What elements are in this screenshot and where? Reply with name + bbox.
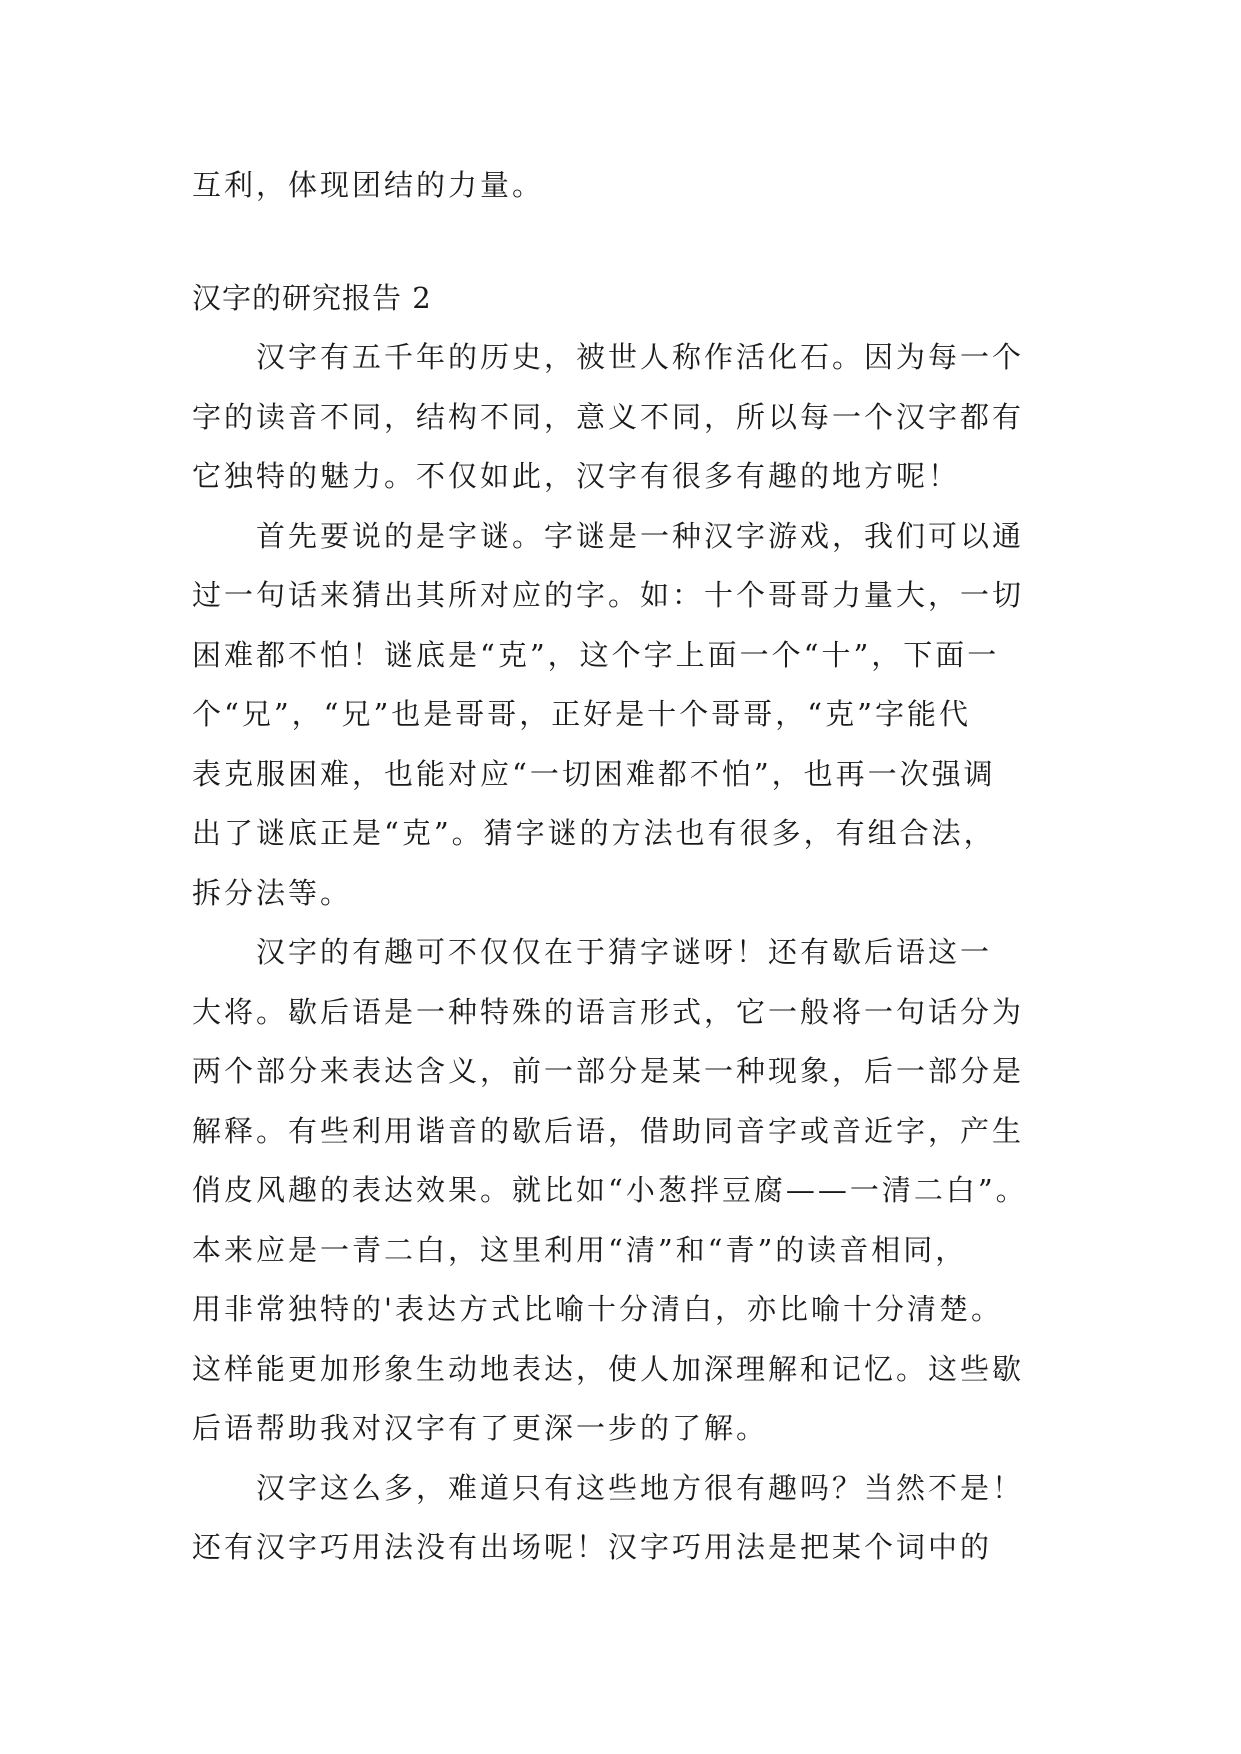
paragraph-line: 首先要说的是字谜。字谜是一种汉字游戏，我们可以通 xyxy=(256,518,1025,553)
paragraph-line: 困难都不怕！谜底是“克”，这个字上面一个“十”，下面一 xyxy=(192,637,1000,672)
paragraph-line: 解释。有些利用谐音的歇后语，借助同音字或音近字，产生 xyxy=(192,1113,1025,1148)
paragraph-line: 拆分法等。 xyxy=(192,875,353,910)
paragraph-line: 个“兄”，“兄”也是哥哥，正好是十个哥哥，“克”字能代 xyxy=(192,697,971,731)
document-body xyxy=(192,156,1052,1578)
paragraph-line: 字的读音不同，结构不同，意义不同，所以每一个汉字都有 xyxy=(192,399,1025,434)
paragraph-line: 汉字的有趣可不仅仅在于猜字谜呀！还有歇后语这一 xyxy=(256,935,993,969)
paragraph-line: 汉字这么多，难道只有这些地方很有趣吗？当然不是！ xyxy=(256,1470,1025,1505)
paragraph-1 xyxy=(192,328,1052,507)
paragraph-line: 用非常独特的'表达方式比喻十分清白，亦比喻十分清楚。 xyxy=(192,1292,1003,1326)
paragraph-line: 表克服困难，也能对应“一切困难都不怕”，也再一次强调 xyxy=(192,756,996,791)
paragraph-line: 过一句话来猜出其所对应的字。如：十个哥哥力量大，一切 xyxy=(192,578,1025,612)
paragraph-line: 大将。歇后语是一种特殊的语言形式，它一般将一句话分为 xyxy=(192,994,1025,1029)
section-spacer xyxy=(192,216,1052,269)
paragraph-line: 这样能更加形象生动地表达，使人加深理解和记忆。这些歇 xyxy=(192,1351,1025,1386)
paragraph-3 xyxy=(192,923,1052,1459)
paragraph-line: 它独特的魅力。不仅如此，汉字有很多有趣的地方呢！ xyxy=(192,459,961,493)
paragraph-line: 俏皮风趣的表达效果。就比如“小葱拌豆腐——一清二白”。 xyxy=(192,1173,1028,1207)
paragraph-4 xyxy=(192,1459,1052,1578)
paragraph-line: 本来应是一青二白，这里利用“清”和“青”的读音相同， xyxy=(192,1232,968,1267)
paragraph-line: 后语帮助我对汉字有了更深一步的了解。 xyxy=(192,1411,769,1445)
paragraph-line: 还有汉字巧用法没有出场呢！汉字巧用法是把某个词中的 xyxy=(192,1530,993,1564)
paragraph-2 xyxy=(192,507,1052,924)
section-title: 汉字的研究报告 2 xyxy=(192,280,432,315)
carryover-line: 互利，体现团结的力量。 xyxy=(192,168,545,202)
paragraph-line: 两个部分来表达含义，前一部分是某一种现象，后一部分是 xyxy=(192,1054,1025,1088)
paragraph-line: 出了谜底正是“克”。猜字谜的方法也有很多，有组合法， xyxy=(192,816,996,850)
paragraph-line: 汉字有五千年的历史，被世人称作活化石。因为每一个 xyxy=(256,340,1025,374)
